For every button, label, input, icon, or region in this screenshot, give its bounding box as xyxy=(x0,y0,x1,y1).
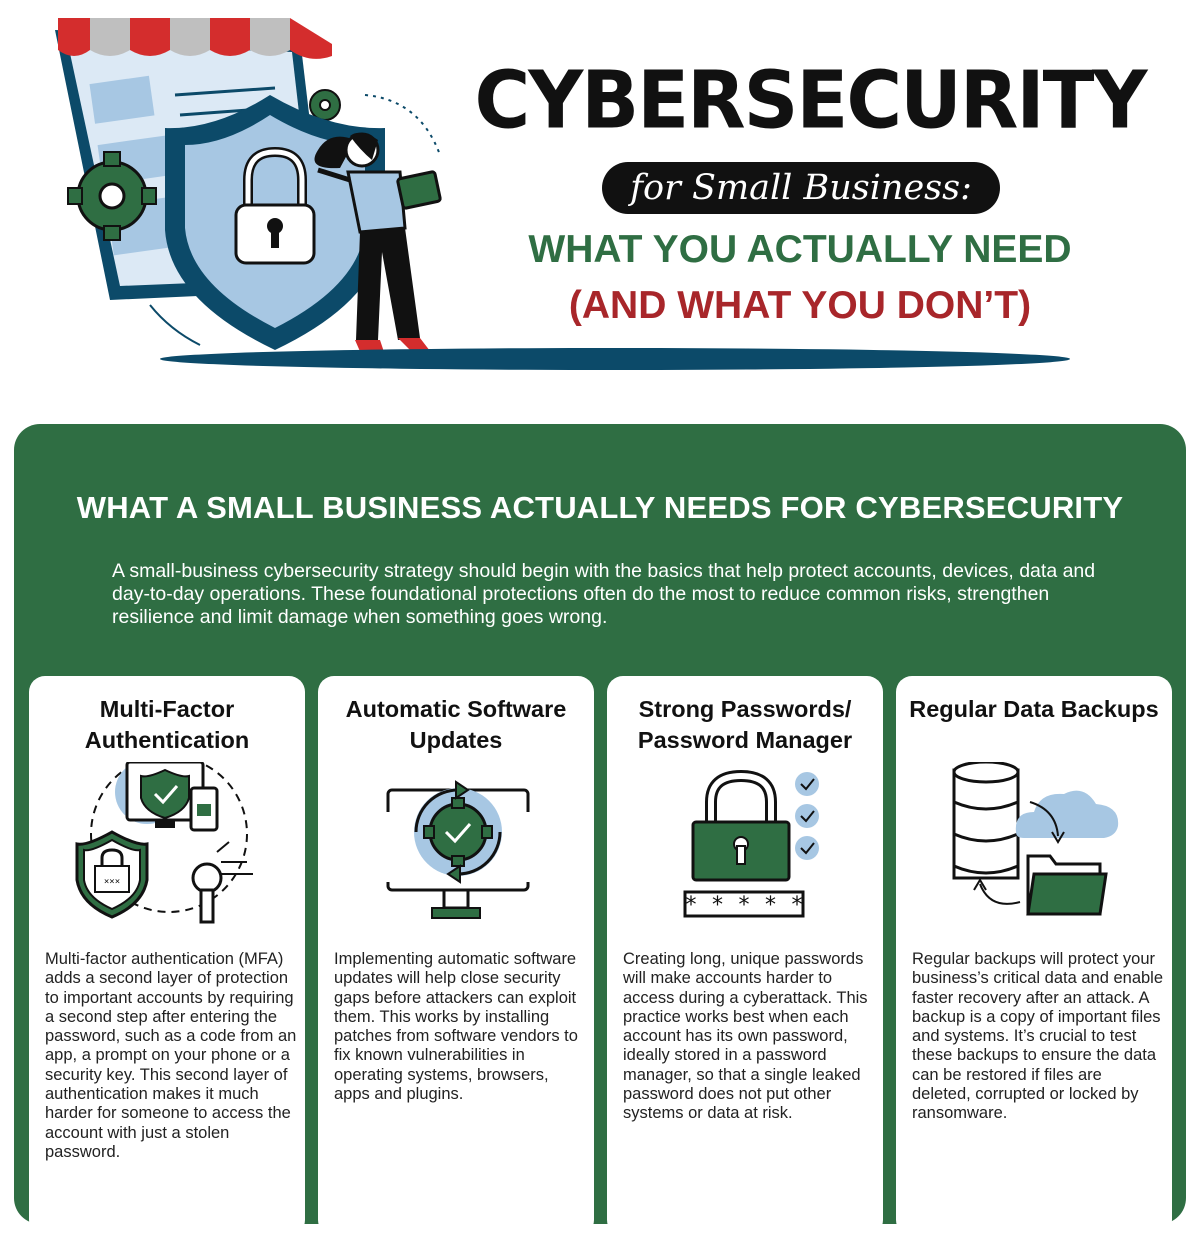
svg-text:×××: ××× xyxy=(103,877,121,887)
section-title: WHAT A SMALL BUSINESS ACTUALLY NEEDS FOR CYBERSECURITY xyxy=(76,490,1124,525)
card-title: Multi-Factor Authentication xyxy=(84,696,250,753)
card-body: Creating long, unique passwords will make accounts harder to access during a cyberattack. This practice works best when each account has its own password, ideally stored in a password manager, so that a single leaked password does not put other systems or data at risk. xyxy=(623,950,868,1123)
card-mfa xyxy=(29,676,305,1236)
card-body: Multi-factor authentication (MFA) adds a second layer of protection to important accounts by requiring a second step after entering the password, such as a code from an app, a prompt on your phone or a security key. This second layer of authentication makes it much harder for someone to access the account with just a stolen password. xyxy=(45,950,297,1161)
subtitle-pill: for Small Business: xyxy=(602,162,1000,214)
card-body: Regular backups will protect your business’s critical data and enable faster recovery after an attack. A backup is a copy of important files and systems. It’s crucial to test these backups to ensure the data can be restored if files are deleted, corrupted or locked by ransomware. xyxy=(912,950,1164,1123)
small-gear-icon xyxy=(310,90,340,120)
hero-illustration xyxy=(0,0,470,400)
database-icon xyxy=(954,762,1018,878)
password-mask: * * * * * xyxy=(684,893,804,918)
mfa-shield-lock-icon xyxy=(67,762,267,932)
monitor-gear-update-icon xyxy=(356,762,556,932)
page-title: CYBERSECURITY xyxy=(474,52,1146,147)
hero-banner xyxy=(0,0,1200,400)
padlock-password-icon xyxy=(645,762,845,932)
card-body: Implementing automatic software updates will help close security gaps before attackers can exploit them. This works by installing patches from software vendors to fix known vulnerabilities in operating systems, browsers, apps and plugins. xyxy=(334,950,578,1104)
cloud-icon xyxy=(1016,791,1118,838)
card-passwords xyxy=(607,676,883,1236)
ground-shadow xyxy=(160,348,1070,370)
card-backups xyxy=(896,676,1172,1236)
tagline-dont: (AND WHAT YOU DON’T) xyxy=(568,284,1032,327)
card-title: Strong Passwords/ Password Manager xyxy=(637,696,853,753)
shield-lock-icon xyxy=(165,95,385,350)
database-cloud-folder-icon xyxy=(934,762,1134,932)
folder-icon xyxy=(1028,856,1106,914)
tagline-need: WHAT YOU ACTUALLY NEED xyxy=(528,228,1072,271)
card-updates xyxy=(318,676,594,1236)
checklist-icon xyxy=(795,772,819,860)
card-title: Automatic Software Updates xyxy=(345,696,567,753)
card-title: Regular Data Backups xyxy=(909,696,1159,722)
section-intro: A small-business cybersecurity strategy should begin with the basics that help protect accounts, devices, data and day-to-day operations. These foundational protections often do the most to reduce common risks, strengthen resilience and limit damage when something goes wrong. xyxy=(112,560,1096,628)
